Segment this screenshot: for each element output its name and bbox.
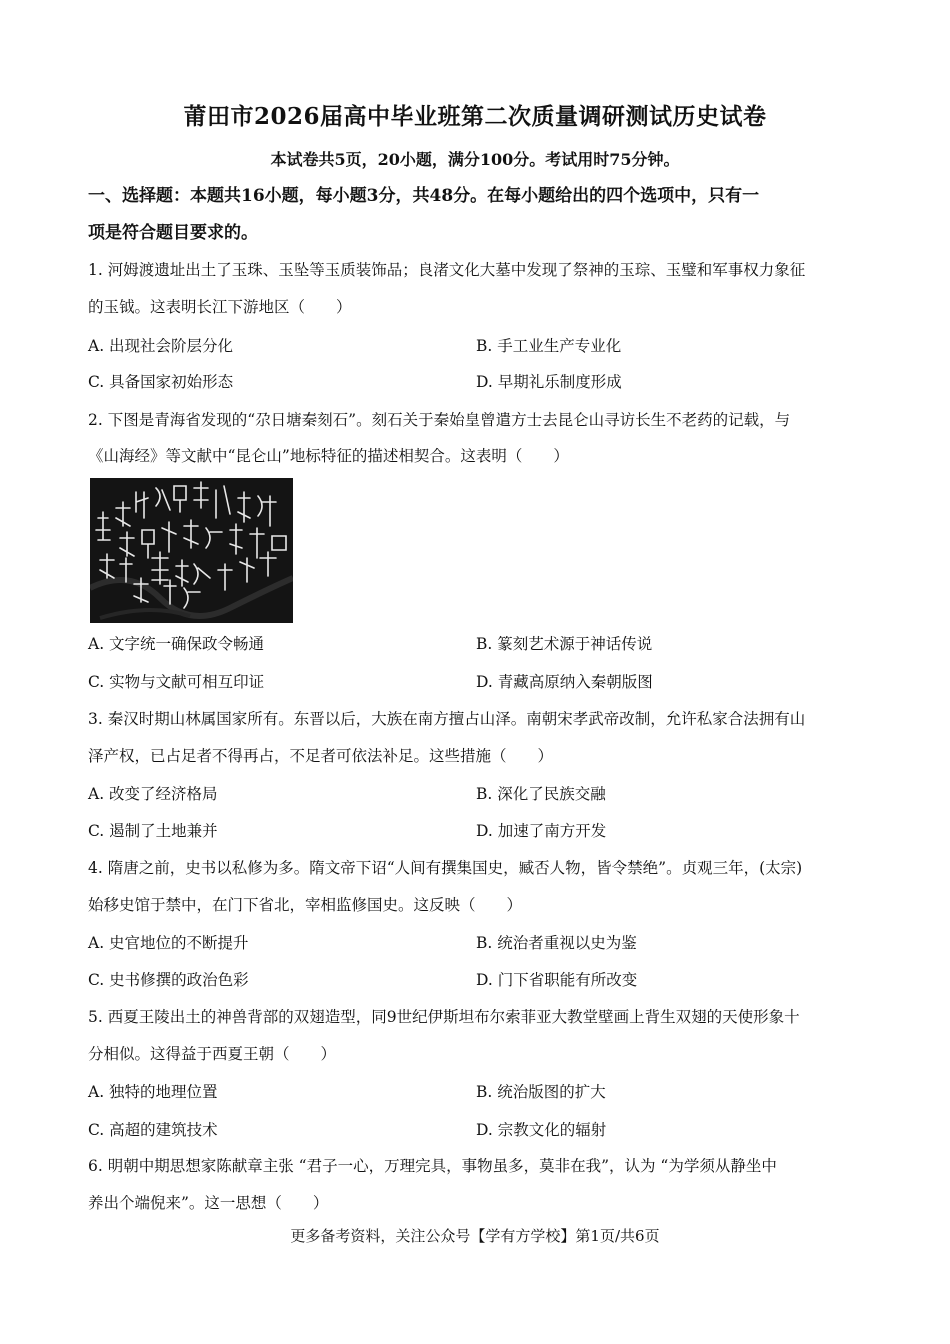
question-3-option-c: C. 遏制了土地兼并 [88, 822, 218, 840]
question-5-line1: 5. 西夏王陵出土的神兽背部的双翅造型，同9世纪伊斯坦布尔索菲亚大教堂壁画上背生双翅的天使形象十 [88, 1008, 800, 1026]
question-4-option-d: D. 门下省职能有所改变 [476, 971, 638, 989]
question-1-line1: 1. 河姆渡遗址出土了玉珠、玉坠等玉质装饰品；良渚文化大墓中发现了祭神的玉琮、玉璧和军事权力象征 [88, 261, 806, 279]
question-1-option-c: C. 具备国家初始形态 [88, 373, 234, 391]
question-2-option-b: B. 篆刻艺术源于神话传说 [476, 635, 653, 653]
question-3-line2: 泽产权，已占足者不得再占，不足者可依法补足。这些措施（ ） [88, 747, 554, 765]
question-4-line1: 4. 隋唐之前，史书以私修为多。隋文帝下诏“人间有撰集国史，臧否人物，皆令禁绝”。贞观三年，(太宗) [88, 859, 803, 877]
question-4-option-b: B. 统治者重视以史为鉴 [476, 934, 637, 952]
question-2-line1: 2. 下图是青海省发现的“尕日塘秦刻石”。刻石关于秦始皇曾遣方士去昆仑山寻访长生不老药的记载，与 [88, 411, 791, 429]
question-5-option-d: D. 宗教文化的辐射 [476, 1121, 607, 1139]
question-4-option-a: A. 史官地位的不断提升 [88, 934, 249, 952]
page-footer: 更多备考资料，关注公众号【学有方学校】第1页/共6页 [290, 1227, 660, 1245]
question-3-option-b: B. 深化了民族交融 [476, 785, 606, 803]
question-6-line2: 养出个端倪来”。这一思想（ ） [88, 1194, 329, 1212]
question-2-option-c: C. 实物与文献可相互印证 [88, 673, 265, 691]
question-4-line2: 始移史馆于禁中，在门下省北，宰相监修国史。这反映（ ） [88, 896, 523, 914]
section-heading-line2: 项是符合题目要求的。 [88, 223, 258, 243]
stone-inscription-image [90, 478, 293, 623]
question-1-line2: 的玉钺。这表明长江下游地区（ ） [88, 298, 352, 316]
question-2-line2: 《山海经》等文献中“昆仑山”地标特征的描述相契合。这表明（ ） [88, 447, 569, 465]
question-4-option-c: C. 史书修撰的政治色彩 [88, 971, 249, 989]
stone-inscription-graphic [90, 478, 293, 623]
question-1-option-b: B. 手工业生产专业化 [476, 337, 622, 355]
question-5-option-c: C. 高超的建筑技术 [88, 1121, 218, 1139]
question-2-option-d: D. 青藏高原纳入秦朝版图 [476, 673, 653, 691]
question-5-option-a: A. 独特的地理位置 [88, 1083, 218, 1101]
exam-title: 莆田市2026届高中毕业班第二次质量调研测试历史试卷 [183, 103, 767, 130]
exam-subtitle: 本试卷共5页，20小题，满分100分。考试用时75分钟。 [270, 150, 680, 169]
section-heading-line1: 一、选择题：本题共16小题，每小题3分，共48分。在每小题给出的四个选项中，只有一 [88, 186, 760, 206]
question-5-line2: 分相似。这得益于西夏王朝（ ） [88, 1045, 337, 1063]
question-5-option-b: B. 统治版图的扩大 [476, 1083, 606, 1101]
question-3-line1: 3. 秦汉时期山林属国家所有。东晋以后，大族在南方擅占山泽。南朝宋孝武帝改制，允许私家合法拥有山 [88, 710, 806, 728]
question-3-option-a: A. 改变了经济格局 [88, 785, 218, 803]
question-1-option-d: D. 早期礼乐制度形成 [476, 373, 622, 391]
question-3-option-d: D. 加速了南方开发 [476, 822, 607, 840]
question-2-option-a: A. 文字统一确保政令畅通 [88, 635, 265, 653]
question-1-option-a: A. 出现社会阶层分化 [88, 337, 234, 355]
question-6-line1: 6. 明朝中期思想家陈献章主张 “君子一心，万理完具，事物虽多，莫非在我”，认为 “为学须从静坐中 [88, 1157, 777, 1175]
